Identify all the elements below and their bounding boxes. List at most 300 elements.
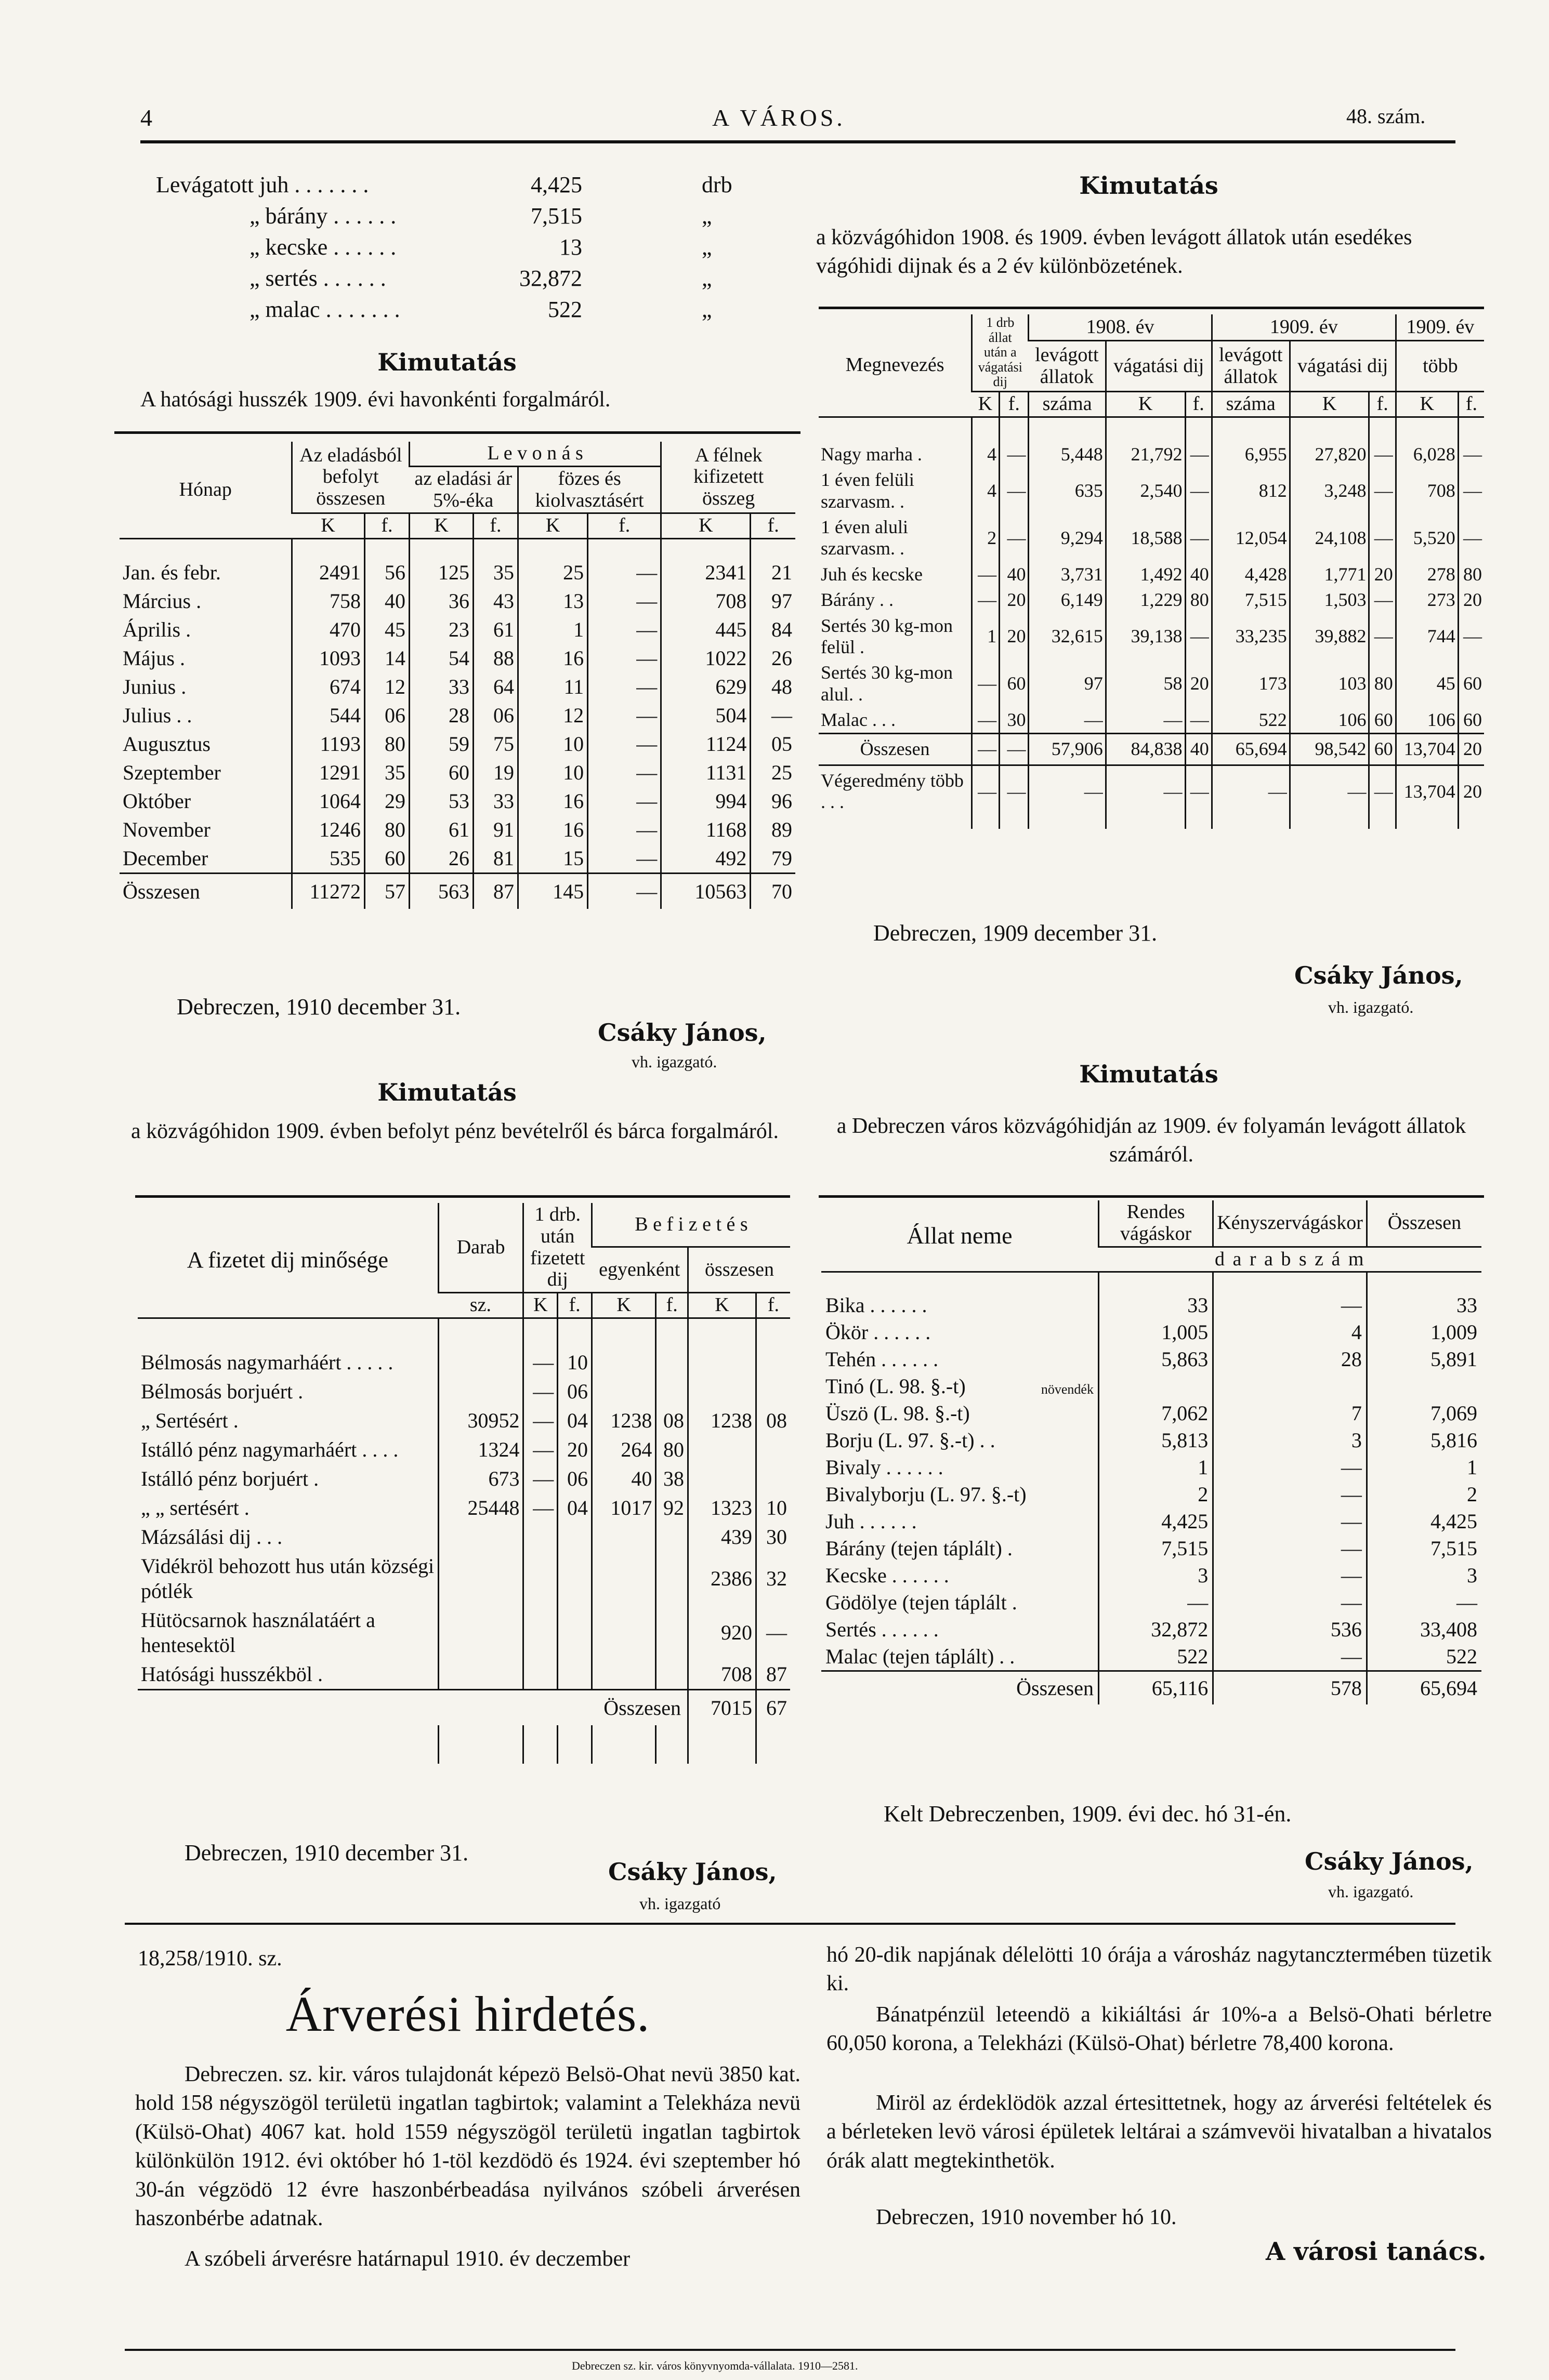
slaughter-unit: „ xyxy=(702,266,712,291)
cell: 758 xyxy=(292,587,365,615)
final-cell: 20 xyxy=(1458,765,1484,828)
cell xyxy=(558,1606,592,1660)
cell: 470 xyxy=(292,615,365,644)
total-row xyxy=(819,734,1484,765)
cell: — xyxy=(972,660,1000,707)
k-header: K xyxy=(661,513,751,539)
slaughter-list xyxy=(156,171,759,327)
cell: — xyxy=(1106,707,1185,734)
cell xyxy=(523,1660,558,1690)
cell: — xyxy=(1369,613,1396,660)
slaughter-value: 522 xyxy=(548,297,582,322)
row-label: Sertés 30 kg-mon alul. . xyxy=(821,662,953,705)
cell: — xyxy=(1185,613,1212,660)
auction-ref: 18,258/1910. sz. xyxy=(138,1947,282,1971)
table-row xyxy=(821,1562,1481,1589)
cell: 27,820 xyxy=(1290,417,1369,467)
cell: 1017 xyxy=(592,1493,655,1523)
cell: 5,816 xyxy=(1367,1427,1481,1454)
footer-rule xyxy=(125,2349,1455,2351)
row-label: Üszö (L. 98. §.-t) xyxy=(825,1401,970,1425)
table-row xyxy=(821,1643,1481,1671)
cell: 16 xyxy=(518,787,588,815)
cell: — xyxy=(1185,707,1212,734)
cell: 535 xyxy=(292,844,365,874)
animals-signature-role: vh. igazgató. xyxy=(1328,1882,1414,1901)
cell: 812 xyxy=(1212,467,1290,514)
animals-subtitle: a Debreczen város közvágóhidján az 1909. év folyamán levágott állatok számáról. xyxy=(836,1114,1466,1167)
cell: — xyxy=(588,844,661,874)
spacer-cell xyxy=(756,1725,790,1764)
cell: 3 xyxy=(1213,1427,1367,1454)
row-label: „ „ sertésért . xyxy=(141,1496,250,1519)
cell: 439 xyxy=(688,1523,756,1552)
animals-top-rule xyxy=(819,1195,1484,1198)
f-header: f. xyxy=(656,1293,688,1318)
income-subtitle: a közvágóhidon 1909. évben befolyt pénz bevételről és bárca forgalmáról. xyxy=(131,1119,779,1143)
table-row xyxy=(821,1400,1481,1427)
cell: 2,540 xyxy=(1106,467,1185,514)
table-row xyxy=(120,844,795,874)
cell: — xyxy=(588,644,661,672)
cell: 40 xyxy=(364,587,409,615)
cell: — xyxy=(523,1435,558,1464)
cell: 79 xyxy=(751,844,795,874)
col-deduct-5pct: az eladási ár 5%-éka xyxy=(410,466,518,513)
spacer-cell xyxy=(523,1725,558,1764)
cell: 20 xyxy=(1458,587,1484,613)
table-row xyxy=(138,1523,790,1552)
table-row xyxy=(120,672,795,701)
cell: 106 xyxy=(1290,707,1369,734)
journal-title: A VÁROS. xyxy=(712,104,846,131)
fees-place-date: Debreczen, 1909 december 31. xyxy=(873,920,1158,946)
animals-title: Kimutatás xyxy=(1079,1060,1218,1088)
table-row xyxy=(138,1464,790,1493)
income-col-per: 1 drb. után fizetett dij xyxy=(523,1203,592,1293)
slaughter-row xyxy=(156,265,759,296)
cell: 1,492 xyxy=(1106,562,1185,587)
cell: 2 xyxy=(1367,1481,1481,1508)
animals-place-date: Kelt Debreczenben, 1909. évi dec. hó 31-én. xyxy=(884,1801,1292,1827)
cell: 744 xyxy=(1396,613,1458,660)
cell: 80 xyxy=(364,815,409,844)
cell: 33 xyxy=(410,672,474,701)
cell: 544 xyxy=(292,701,365,730)
cell: — xyxy=(1213,1272,1367,1319)
cell: — xyxy=(1000,417,1029,467)
cell: — xyxy=(588,701,661,730)
cell: 5,520 xyxy=(1396,514,1458,562)
row-label: Bárány (tejen táplált) . xyxy=(825,1537,1013,1561)
table-row xyxy=(120,815,795,844)
page-number: 4 xyxy=(140,104,152,131)
spacer-cell xyxy=(656,1725,688,1764)
table-row xyxy=(819,562,1484,587)
col-deduct: L e v o n á s xyxy=(410,442,661,466)
cell: 05 xyxy=(751,730,795,758)
cell xyxy=(656,1377,688,1406)
table-row xyxy=(120,587,795,615)
cell: 273 xyxy=(1396,587,1458,613)
cell: 18,588 xyxy=(1106,514,1185,562)
income-col-pay: B e f i z e t é s xyxy=(592,1203,790,1247)
total-cell: 65,694 xyxy=(1212,734,1290,765)
cell: 96 xyxy=(751,787,795,815)
fees-col-1909-more: 1909. év xyxy=(1396,314,1484,341)
cell: 1323 xyxy=(688,1493,756,1523)
income-signature-role: vh. igazgató xyxy=(639,1894,721,1913)
row-label: Mázsálási dij . . . xyxy=(141,1525,283,1549)
cell: 708 xyxy=(661,587,751,615)
final-cell: — xyxy=(1185,765,1212,828)
cell: 81 xyxy=(473,844,518,874)
slaughter-value: 32,872 xyxy=(519,266,582,291)
fees-signature: Csáky János, xyxy=(1294,961,1463,989)
cell: — xyxy=(1000,467,1029,514)
total-cell: 13,704 xyxy=(1396,734,1458,765)
total-cell: 65,694 xyxy=(1367,1671,1481,1705)
k-header: K xyxy=(972,391,1000,417)
printer-footer: Debreczen sz. kir. város könyvnyomda-vállalata. 1910—2581. xyxy=(572,2359,858,2372)
cell: 29 xyxy=(364,787,409,815)
cell: 16 xyxy=(518,815,588,844)
table-row xyxy=(120,615,795,644)
cell: 6,955 xyxy=(1212,417,1290,467)
cell: — xyxy=(1369,587,1396,613)
row-label: Április . xyxy=(123,618,191,642)
cell: 33 xyxy=(1367,1272,1481,1319)
row-label: Bika . . . . . . xyxy=(825,1293,927,1317)
table-row xyxy=(821,1346,1481,1373)
k-header: K xyxy=(518,513,588,539)
table-row xyxy=(138,1318,790,1377)
cell: 2341 xyxy=(661,539,751,587)
cell: 522 xyxy=(1098,1643,1213,1671)
f-header: f. xyxy=(1458,391,1484,417)
row-label: Szeptember xyxy=(123,761,221,785)
cell: 58 xyxy=(1106,660,1185,707)
total-row xyxy=(821,1671,1481,1705)
slaughter-unit: „ xyxy=(702,203,712,229)
cell: 10 xyxy=(518,758,588,787)
cell: — xyxy=(523,1464,558,1493)
total-cell: 578 xyxy=(1213,1671,1367,1705)
table-row xyxy=(138,1552,790,1606)
cell: 24,108 xyxy=(1290,514,1369,562)
cell: 06 xyxy=(364,701,409,730)
table-row xyxy=(138,1660,790,1690)
row-label: Juh és kecske xyxy=(821,563,923,585)
row-label: Borju (L. 97. §.-t) . . xyxy=(825,1429,995,1452)
total-cell: — xyxy=(972,734,1000,765)
cell: 06 xyxy=(558,1377,592,1406)
f-header: f. xyxy=(1369,391,1396,417)
k-header: K xyxy=(592,1293,655,1318)
total-cell: 70 xyxy=(751,874,795,909)
total-label: Összesen xyxy=(819,734,972,765)
row-label: Malac (tejen táplált) . . xyxy=(825,1645,1015,1669)
cell: — xyxy=(1458,467,1484,514)
cell: 635 xyxy=(1029,467,1106,514)
row-label: 1 éven aluli szarvasm. . xyxy=(821,516,908,559)
cell: 61 xyxy=(410,815,474,844)
table-row xyxy=(120,644,795,672)
cell: — xyxy=(523,1377,558,1406)
animals-col-name: Állat neme xyxy=(821,1200,1098,1272)
row-label: Tehén . . . . . . xyxy=(825,1347,939,1371)
final-label: Végeredmény több . . . xyxy=(819,765,972,828)
cell xyxy=(523,1606,558,1660)
spacer-cell xyxy=(592,1725,655,1764)
cell: — xyxy=(588,587,661,615)
total-cell: 57 xyxy=(364,874,409,909)
cell: 3 xyxy=(1367,1562,1481,1589)
cell: 84 xyxy=(751,615,795,644)
f-header: f. xyxy=(756,1293,790,1318)
income-col-unit: egyenként xyxy=(592,1247,688,1293)
cell: 20 xyxy=(1369,562,1396,587)
cell: 80 xyxy=(1458,562,1484,587)
fees-col-more: több xyxy=(1396,341,1484,392)
cell: 14 xyxy=(364,644,409,672)
cell: 1238 xyxy=(688,1406,756,1435)
cell xyxy=(1098,1373,1213,1400)
cell xyxy=(656,1318,688,1377)
cell: — xyxy=(1213,1535,1367,1562)
cell: 91 xyxy=(473,815,518,844)
section-rule xyxy=(125,1923,1455,1925)
cell: — xyxy=(756,1606,790,1660)
income-title: Kimutatás xyxy=(377,1078,517,1106)
total-cell: 11272 xyxy=(292,874,365,909)
cell: 45 xyxy=(1396,660,1458,707)
monthly-top-rule xyxy=(114,431,800,434)
cell: — xyxy=(751,701,795,730)
cell: 33,408 xyxy=(1367,1616,1481,1643)
slaughter-row xyxy=(156,203,759,234)
cell: 35 xyxy=(473,539,518,587)
total-row xyxy=(138,1689,790,1725)
row-label: Május . xyxy=(123,646,185,670)
income-place-date: Debreczen, 1910 december 31. xyxy=(185,1840,469,1866)
cell: 1 xyxy=(1098,1454,1213,1481)
cell: — xyxy=(523,1318,558,1377)
total-cell: 57,906 xyxy=(1029,734,1106,765)
cell xyxy=(1367,1373,1481,1400)
k-header: K xyxy=(1290,391,1369,417)
cell xyxy=(523,1523,558,1552)
cell: 536 xyxy=(1213,1616,1367,1643)
cell: 3,731 xyxy=(1029,562,1106,587)
fees-col-1909: 1909. év xyxy=(1212,314,1396,341)
noven-note: növendék xyxy=(1041,1382,1094,1397)
cell: 08 xyxy=(756,1406,790,1435)
cell: — xyxy=(1185,467,1212,514)
cell: 20 xyxy=(1000,587,1029,613)
cell: 04 xyxy=(558,1406,592,1435)
cell: 1246 xyxy=(292,815,365,844)
fees-col-killed: levágott állatok xyxy=(1212,341,1290,392)
cell: 6,149 xyxy=(1029,587,1106,613)
cell: 06 xyxy=(558,1464,592,1493)
cell: 30 xyxy=(1000,707,1029,734)
cell xyxy=(756,1435,790,1464)
total-cell: 60 xyxy=(1369,734,1396,765)
cell: — xyxy=(972,562,1000,587)
cell: 40 xyxy=(1185,562,1212,587)
row-label: Juh . . . . . . xyxy=(825,1510,917,1533)
cell xyxy=(438,1318,523,1377)
monthly-title: Kimutatás xyxy=(377,348,517,376)
cell: — xyxy=(1185,417,1212,467)
cell: 33 xyxy=(1098,1272,1213,1319)
cell: 75 xyxy=(473,730,518,758)
cell: 3 xyxy=(1098,1562,1213,1589)
cell: — xyxy=(1369,417,1396,467)
row-label: Március . xyxy=(123,589,202,613)
cell xyxy=(592,1606,655,1660)
total-cell: — xyxy=(1000,734,1029,765)
cell: 21 xyxy=(751,539,795,587)
total-cell: 87 xyxy=(473,874,518,909)
cell xyxy=(656,1552,688,1606)
cell: 87 xyxy=(756,1660,790,1690)
table-row xyxy=(821,1272,1481,1319)
cell: 33 xyxy=(473,787,518,815)
cell xyxy=(688,1377,756,1406)
cell xyxy=(688,1464,756,1493)
cell: 1,771 xyxy=(1290,562,1369,587)
cell xyxy=(656,1660,688,1690)
cell: — xyxy=(588,758,661,787)
income-table xyxy=(138,1203,790,1764)
cell: 20 xyxy=(558,1435,592,1464)
table-row xyxy=(819,467,1484,514)
cell: 2491 xyxy=(292,539,365,587)
k-header: K xyxy=(410,513,474,539)
cell: 7,515 xyxy=(1098,1535,1213,1562)
cell xyxy=(756,1464,790,1493)
auction-title: Árverési hirdetés. xyxy=(285,1986,650,2042)
cell: 39,882 xyxy=(1290,613,1369,660)
animals-table xyxy=(821,1200,1481,1704)
cell: 673 xyxy=(438,1464,523,1493)
fees-subtitle: a közvágóhidon 1908. és 1909. évben levágott állatok után esedékes vágóhidi dijnak és a 2 év különbözetének. xyxy=(816,226,1412,278)
row-label: Bárány . . xyxy=(821,589,894,611)
cell: 60 xyxy=(364,844,409,874)
auction-left-text-2: A szóbeli árverésre határnapul 1910. év deczember xyxy=(185,2247,631,2271)
cell: 4,425 xyxy=(1367,1508,1481,1535)
cell: 4 xyxy=(972,467,1000,514)
cell: — xyxy=(1369,514,1396,562)
cell: 97 xyxy=(1029,660,1106,707)
fees-top-rule xyxy=(819,307,1484,309)
slaughter-value: 13 xyxy=(559,234,582,260)
cell: 28 xyxy=(410,701,474,730)
cell: 7,069 xyxy=(1367,1400,1481,1427)
cell: 278 xyxy=(1396,562,1458,587)
cell: 522 xyxy=(1212,707,1290,734)
cell xyxy=(438,1552,523,1606)
cell: 1 xyxy=(1367,1454,1481,1481)
cell: 1324 xyxy=(438,1435,523,1464)
k-header: K xyxy=(292,513,365,539)
cell: 20 xyxy=(1185,660,1212,707)
cell: 1093 xyxy=(292,644,365,672)
row-label: Kecske . . . . . . xyxy=(825,1564,949,1588)
cell: — xyxy=(1213,1562,1367,1589)
col-paid: A félnek kifizetett összeg xyxy=(661,442,795,513)
cell: 708 xyxy=(1396,467,1458,514)
cell: 674 xyxy=(292,672,365,701)
table-row xyxy=(138,1493,790,1523)
cell: 1124 xyxy=(661,730,751,758)
cell: 1 xyxy=(518,615,588,644)
table-row xyxy=(138,1377,790,1406)
animals-col-total: Összesen xyxy=(1367,1200,1481,1247)
row-label: Vidékröl behozott hus után községi pótlék xyxy=(141,1554,435,1603)
cell: 7 xyxy=(1213,1400,1367,1427)
cell: 30952 xyxy=(438,1406,523,1435)
row-label: Ökör . . . . . . xyxy=(825,1320,931,1344)
spacer-cell xyxy=(558,1725,592,1764)
animals-col-forced: Kényszervágáskor xyxy=(1213,1200,1367,1247)
cell: 43 xyxy=(473,587,518,615)
cell: 125 xyxy=(410,539,474,587)
row-label: Julius . . xyxy=(123,704,192,728)
table-row xyxy=(120,539,795,587)
cell: 4 xyxy=(1213,1319,1367,1346)
cell: 994 xyxy=(661,787,751,815)
cell: 15 xyxy=(518,844,588,874)
cell xyxy=(1213,1373,1367,1400)
cell: 2 xyxy=(972,514,1000,562)
total-cell: 20 xyxy=(1458,734,1484,765)
cell: 12 xyxy=(518,701,588,730)
table-row xyxy=(821,1616,1481,1643)
cell: 13 xyxy=(518,587,588,615)
cell: 32 xyxy=(756,1552,790,1606)
k-header: K xyxy=(1106,391,1185,417)
cell: 5,448 xyxy=(1029,417,1106,467)
cell: — xyxy=(1458,613,1484,660)
row-label: Gödölye (tejen táplált . xyxy=(825,1591,1017,1615)
slaughter-unit: „ xyxy=(702,234,712,260)
total-cell: 67 xyxy=(756,1689,790,1725)
spacer-cell xyxy=(438,1725,523,1764)
slaughter-unit: „ xyxy=(702,297,712,322)
cell: 5,813 xyxy=(1098,1427,1213,1454)
cell: 10 xyxy=(756,1493,790,1523)
income-signature: Csáky János, xyxy=(608,1858,777,1886)
table-row xyxy=(821,1589,1481,1616)
total-cell: 10563 xyxy=(661,874,751,909)
cell: — xyxy=(588,539,661,587)
income-col-count: Darab xyxy=(438,1203,523,1293)
cell: 88 xyxy=(473,644,518,672)
row-label: December xyxy=(123,847,208,870)
slaughter-unit: drb xyxy=(702,172,732,197)
fees-col-killed: levágott állatok xyxy=(1029,341,1106,392)
cell: 708 xyxy=(688,1660,756,1690)
cell: 504 xyxy=(661,701,751,730)
row-label: Nagy marha . xyxy=(821,443,922,465)
monthly-signature-role: vh. igazgató. xyxy=(632,1052,717,1071)
table-row xyxy=(821,1319,1481,1346)
cell: — xyxy=(588,815,661,844)
cell: — xyxy=(1213,1454,1367,1481)
